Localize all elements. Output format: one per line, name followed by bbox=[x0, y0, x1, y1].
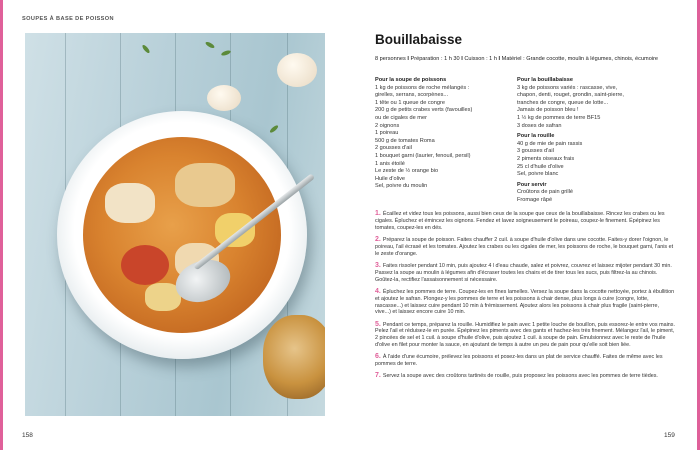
ingredient-heading: Pour la bouillabaisse bbox=[517, 77, 573, 83]
ingredient-item: Jamais de poisson bleu ! bbox=[517, 107, 579, 114]
step-number: 6. bbox=[375, 353, 381, 361]
servings: 8 personnes bbox=[375, 56, 406, 62]
step-number: 3. bbox=[375, 261, 381, 269]
ingredient-heading: Pour la soupe de poissons bbox=[375, 77, 447, 83]
ingredient-item: 3 doses de safran bbox=[517, 122, 562, 129]
ingredient-item: 1 poireau bbox=[375, 130, 399, 137]
toast-slice bbox=[263, 315, 325, 399]
ingredient-item: ou de cigales de mer bbox=[375, 114, 427, 121]
ingredient-item: 25 cl d'huile d'olive bbox=[517, 163, 564, 170]
page-number-right: 159 bbox=[664, 432, 675, 439]
ingredient-block bbox=[517, 182, 652, 205]
step-6 bbox=[375, 354, 675, 368]
ingredient-item: 2 oignons bbox=[375, 122, 400, 129]
ingredient-heading: Pour la rouille bbox=[517, 133, 555, 140]
ingredient-item: 3 kg de poissons variés : rascasse, vive, bbox=[517, 84, 618, 91]
ingredient-item: 1 ½ kg de pommes de terre BF15 bbox=[517, 114, 601, 121]
ingredient-item: Le zeste de ½ orange bio bbox=[375, 168, 439, 175]
ingredient-item: 500 g de tomates Roma bbox=[375, 137, 435, 144]
ingredient-block bbox=[517, 77, 652, 130]
ingredient-item: 40 g de mie de pain rassis bbox=[517, 140, 583, 147]
step-number: 2. bbox=[375, 235, 381, 243]
page-edge-left bbox=[0, 0, 3, 450]
ingredients-column-right bbox=[517, 77, 652, 208]
ingredient-block bbox=[517, 133, 652, 179]
step-text: Faites rissoler pendant 10 min, puis ajoutez 4 l d'eau chaude, salez et poivrez, couvrez et laissez mijoter pendant 30 min. Passez la soupe au moulin à légumes afin d'écraser toutes les chairs et de tirer tous les sucs, puis filtrez-la au chinois. Goûtez-la, rectifiez l'assaisonnement si nécessaire. bbox=[375, 262, 672, 283]
step-text: Écaillez et videz tous les poissons, aussi bien ceux de la soupe que ceux de la bouillabaisse. Rincez les crabes ou les cigales. Épluchez et émincez les oignons. Fendez et lavez soigneusement le poireau, coupez-le finement. Épépinez les tomates, coupez-les en dés. bbox=[375, 211, 665, 231]
ingredient-item: 2 gousses d'ail bbox=[375, 145, 412, 152]
step-text: Servez la soupe avec des croûtons tartinés de rouille, puis proposez les poissons avec les pommes de terre tièdes. bbox=[382, 373, 658, 380]
ingredients-column-left bbox=[375, 77, 510, 191]
recipe-steps bbox=[375, 211, 675, 385]
ingredient-item: 200 g de petits crabes verts (favouilles) bbox=[375, 107, 473, 114]
garlic-clove bbox=[277, 53, 317, 87]
step-5 bbox=[375, 322, 675, 350]
page-number-left: 158 bbox=[22, 432, 33, 439]
ingredient-heading: Pour servir bbox=[517, 181, 547, 188]
ingredient-item: tranches de congre, queue de lotte... bbox=[517, 99, 609, 106]
step-4 bbox=[375, 289, 675, 317]
ingredient-item: chapon, denti, rouget, grondin, saint-pierre, bbox=[517, 92, 624, 99]
section-heading: SOUPES À BASE DE POISSON bbox=[22, 16, 114, 22]
step-1 bbox=[375, 211, 675, 232]
step-3 bbox=[375, 263, 675, 284]
ingredient-item: 1 bouquet garni (laurier, fenouil, persil) bbox=[375, 152, 471, 159]
ingredient-item: 3 gousses d'ail bbox=[517, 148, 554, 155]
ingredient-list bbox=[375, 85, 510, 191]
step-2 bbox=[375, 237, 675, 258]
ingredient-item: Croûtons de pain grillé bbox=[517, 189, 573, 196]
bouillabaisse-photo bbox=[25, 33, 325, 416]
step-number: 5. bbox=[375, 320, 381, 328]
ingredient-item: 1 anis étoilé bbox=[375, 160, 405, 167]
ingredient-item: girelles, serrans, scorpènes... bbox=[375, 92, 449, 99]
step-number: 1. bbox=[375, 210, 381, 217]
cook-time: Cuisson : 1 h bbox=[464, 56, 497, 62]
prep-time: Préparation : 1 h 30 bbox=[410, 56, 460, 62]
ingredient-item: Sel, poivre blanc bbox=[517, 171, 559, 178]
ingredient-item: 2 piments oiseaux frais bbox=[517, 155, 575, 162]
recipe-title: Bouillabaisse bbox=[375, 32, 463, 47]
step-text: À l'aide d'une écumoire, prélevez les poissons et posez-les dans un plat de service chauffé. Faites de même avec les pommes de terre. bbox=[375, 354, 663, 368]
recipe-meta: 8 personnes I Préparation : 1 h 30 I Cuisson : 1 h I Matériel : Grande cocotte, moulin à légumes, chinois, écumoire bbox=[375, 56, 659, 62]
ingredient-item: 1 kg de poissons de roche mélangés : bbox=[375, 84, 470, 91]
ingredient-item: Sel, poivre du moulin bbox=[375, 183, 428, 190]
equipment: Matériel : Grande cocotte, moulin à légumes, chinois, écumoire bbox=[501, 56, 659, 62]
ingredient-item: Huile d'olive bbox=[375, 175, 405, 182]
step-text: Préparez la soupe de poisson. Faites chauffer 2 cuil. à soupe d'huile d'olive dans une cocotte. Faites-y dorer l'oignon, le poireau, l'ail écrasé et les tomates. Ajoutez les crabes ou les cigales de mer, les poissons de roche, le bouquet garni, l'anis et le zeste d'orange. bbox=[375, 236, 674, 257]
ingredient-item: Fromage râpé bbox=[517, 196, 553, 203]
ingredient-item: 1 tête ou 1 queue de congre bbox=[375, 99, 445, 106]
step-text: Pendant ce temps, préparez la rouille. Humidifiez le pain avec 1 petite louche de bouillon, puis essorez-le entre vos mains. Pelez l'ail et réduisez-le en purée. Épépinez les piments avec des gants et hachez-les très finement. Mélangez l'ail, le piment, 2 pincées de sel et 1 cuil. à soupe d'huile d'olive, puis ajoutez 1 cuil. à soupe de pain. Émulsionnez avec le reste de l'huile d'olive en filet pour monter la sauce, en ajoutant de temps à autre un peu de pain pour qu'elle soit bien liée. bbox=[375, 321, 675, 349]
garlic-clove bbox=[207, 85, 241, 111]
step-number: 7. bbox=[375, 372, 381, 380]
step-7 bbox=[375, 373, 675, 380]
step-number: 4. bbox=[375, 287, 381, 295]
step-text: Épluchez les pommes de terre. Coupez-les en fines lamelles. Versez la soupe dans la cocotte nettoyée, portez à ébullition et ajoutez le safran. Plongez-y les pommes de terre et les poissons à chair dense, plus longs à cuire (congre, lotte, rascasse...) et laissez cuire pendant 10 min à frémissement. Ajoutez alors les poissons à chair plus fragile (saint-pierre, vive...) et laissez encore cuire 10 min. bbox=[375, 288, 675, 316]
